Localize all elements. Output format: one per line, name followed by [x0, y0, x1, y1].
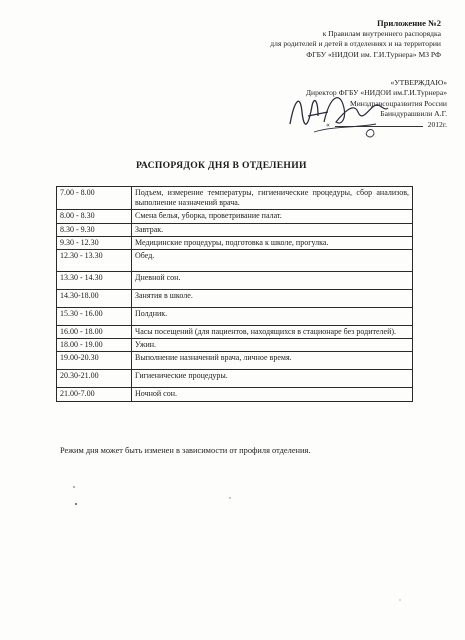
schedule-activity-cell: Выполнение назначений врача, личное время.	[132, 352, 413, 370]
appendix-title: Приложение №2	[376, 18, 441, 28]
approval-position: Директор ФГБУ «НИДОИ им.Г.И.Турнера»	[305, 88, 447, 98]
schedule-time-cell: 15.30 - 16.00	[57, 308, 132, 326]
schedule-time-cell: 8.30 - 9.30	[57, 223, 132, 236]
schedule-time-cell: 20.30-21.00	[57, 370, 132, 388]
schedule-time-cell: 13.30 - 14.30	[57, 272, 132, 290]
approval-name: Баиндурашвили А.Г.	[380, 109, 447, 119]
appendix-line: для родителей и детей в отделениях и на территории	[270, 39, 441, 49]
appendix-line: ФГБУ «НИДОИ им. Г.И.Турнера» МЗ РФ	[306, 49, 441, 59]
schedule-time-cell: 12.30 - 13.30	[57, 250, 132, 272]
schedule-time-cell: 16.00 - 18.00	[57, 326, 132, 339]
approval-heading: «УТВЕРЖДАЮ»	[390, 78, 447, 87]
schedule-activity-cell: Занятия в школе.	[132, 290, 413, 308]
schedule-activity-cell: Часы посещений (для пациентов, находящихся в стационаре без родителей).	[132, 326, 413, 339]
schedule-activity-cell: Ночной сон.	[132, 388, 413, 401]
schedule-activity-cell: Подъем, измерение температуры, гигиенические процедуры, сбор анализов, выполнение назначений врача.	[132, 187, 413, 210]
appendix-line: к Правилам внутреннего распорядка	[322, 28, 441, 38]
schedule-activity-cell: Обед.	[132, 250, 413, 272]
schedule-time-cell: 7.00 - 8.00	[57, 187, 132, 210]
approval-date-day: «	[326, 119, 330, 129]
schedule-activity-cell: Завтрак.	[132, 223, 413, 236]
schedule-activity-cell: Смена белья, уборка, проветривание палат.	[132, 210, 413, 223]
schedule-time-cell: 21.00-7.00	[57, 388, 132, 401]
schedule-time-cell: 8.00 - 8.30	[57, 210, 132, 223]
footer-note: Режим дня может быть изменен в зависимости от профиля отделения.	[60, 446, 311, 455]
schedule-time-cell: 19.00-20.30	[57, 352, 132, 370]
schedule-time-cell: 14.30-18.00	[57, 290, 132, 308]
schedule-activity-cell: Гигиенические процедуры.	[132, 370, 413, 388]
approval-ministry: Минздравсоцразвития России	[349, 98, 447, 108]
approval-date-year: 2012г.	[427, 119, 447, 129]
schedule-activity-cell: Медицинские процедуры, подготовка к школе, прогулка.	[132, 236, 413, 249]
schedule-time-cell: 18.00 - 19.00	[57, 339, 132, 352]
schedule-activity-cell: Ужин.	[132, 339, 413, 352]
document-title: РАСПОРЯДОК ДНЯ В ОТДЕЛЕНИИ	[136, 160, 307, 171]
schedule-activity-cell: Дневной сон.	[132, 272, 413, 290]
schedule-time-cell: 9.30 - 12.30	[57, 236, 132, 249]
schedule-activity-cell: Полдник.	[132, 308, 413, 326]
